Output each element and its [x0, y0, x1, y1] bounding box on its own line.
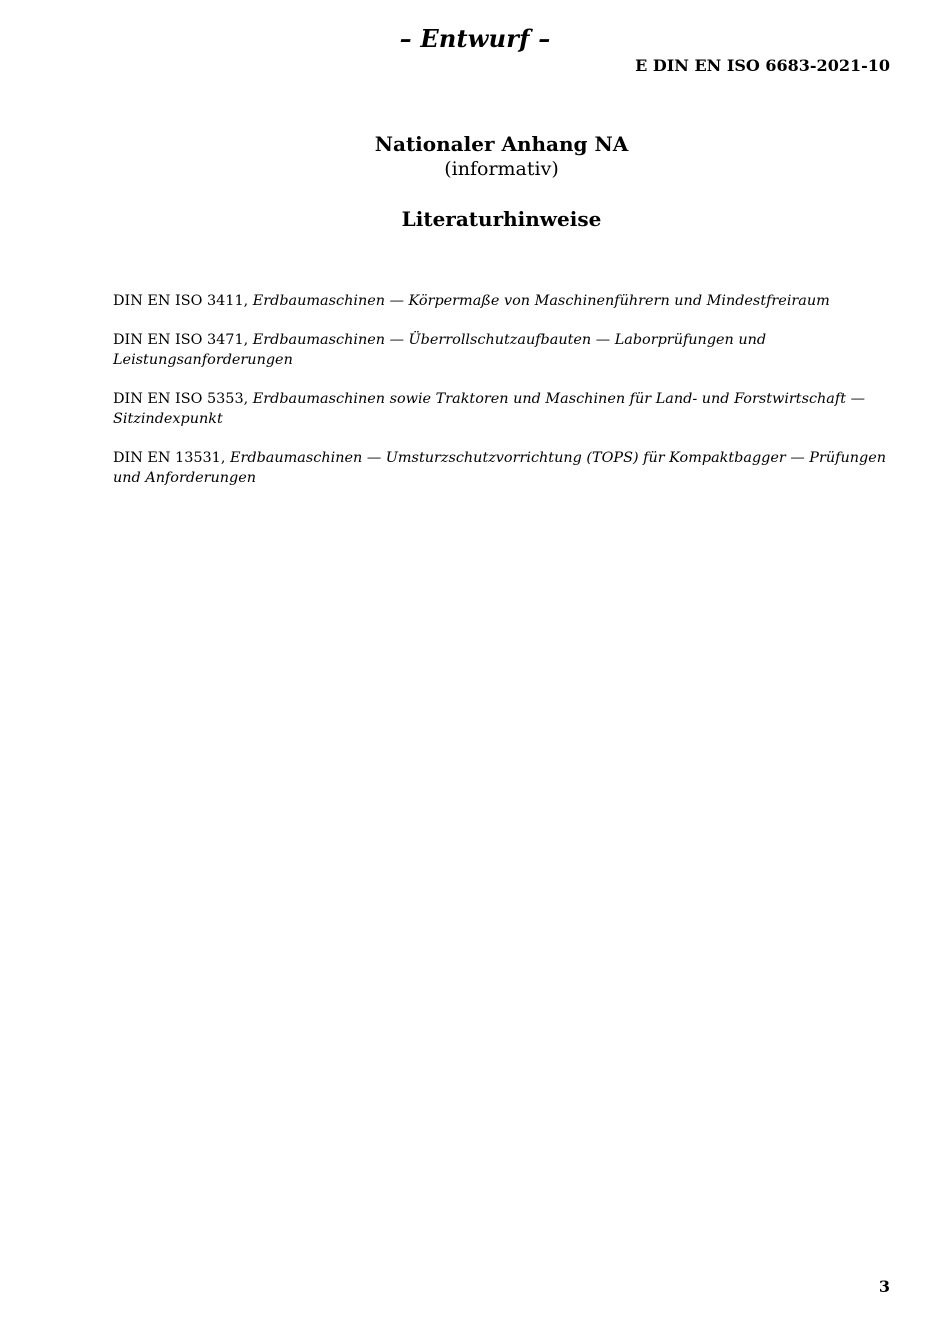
reference-title: Erdbaumaschinen — Umsturzschutzvorrichtung (TOPS) für Kompaktbagger — Prüfungen und Anforderungen — [113, 450, 886, 486]
page-number: 3 — [878, 1277, 890, 1296]
annex-title: Nationaler Anhang NA — [374, 132, 629, 156]
reference-title: Erdbaumaschinen sowie Traktoren und Maschinen für Land- und Forstwirtschaft — Sitzindexpunkt — [113, 391, 865, 427]
reference-title: Erdbaumaschinen — Überrollschutzaufbauten — Laborprüfungen und Leistungsanforderungen — [113, 332, 767, 368]
reference-designation: DIN EN ISO 3471, — [113, 332, 253, 348]
document-id: E DIN EN ISO 6683-2021-10 — [635, 56, 890, 75]
reference-title: Erdbaumaschinen — Körpermaße von Maschinenführern und Mindestfreiraum — [252, 293, 830, 309]
reference-entry — [113, 291, 893, 311]
section-title: Literaturhinweise — [401, 207, 602, 231]
reference-list — [113, 291, 893, 507]
reference-designation: DIN EN 13531, — [113, 450, 230, 466]
reference-entry — [113, 389, 893, 429]
reference-entry — [113, 330, 893, 370]
annex-subtitle: (informativ) — [444, 158, 559, 180]
reference-entry — [113, 448, 893, 488]
reference-designation: DIN EN ISO 3411, — [113, 293, 253, 309]
reference-designation: DIN EN ISO 5353, — [113, 391, 253, 407]
draft-mark: – Entwurf – — [399, 24, 551, 53]
